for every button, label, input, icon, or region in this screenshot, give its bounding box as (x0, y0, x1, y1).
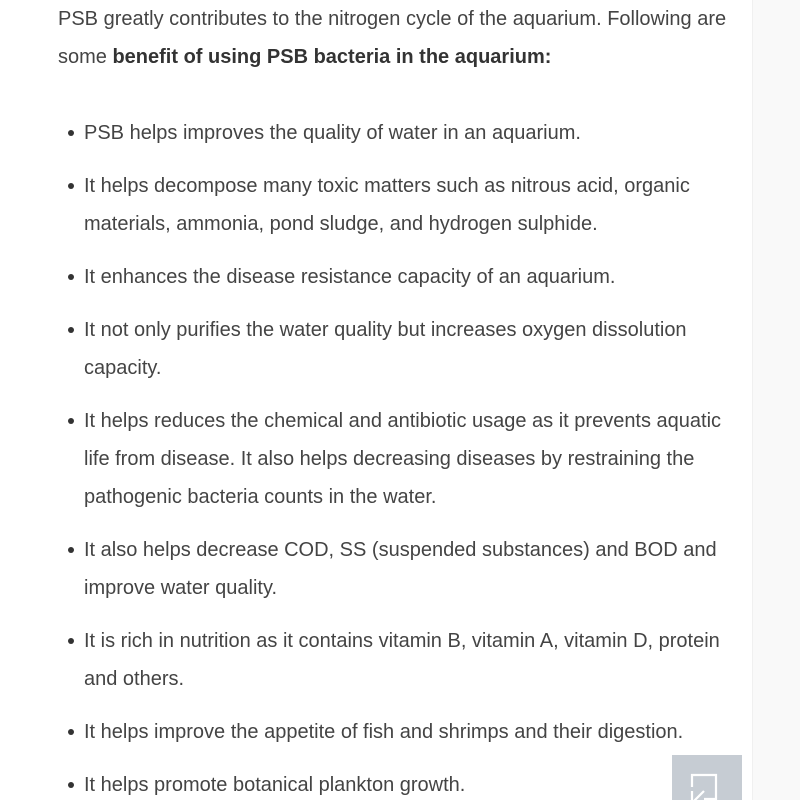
list-item (58, 402, 738, 516)
expand-button[interactable] (672, 755, 742, 800)
list-item-text: It enhances the disease resistance capacity of an aquarium. (84, 266, 616, 288)
intro-paragraph (58, 0, 738, 76)
bullet-icon (68, 327, 74, 333)
bullet-icon (68, 130, 74, 136)
intro-lead-text: PSB greatly contributes to the nitrogen cycle of the aquarium. Following are some (58, 8, 727, 68)
bullet-icon (68, 274, 74, 280)
list-item-text: It helps improve the appetite of fish and shrimps and their digestion. (84, 721, 684, 743)
list-item-text: It helps decompose many toxic matters such as nitrous acid, organic materials, ammonia, pond sludge, and hydrogen sulphide. (84, 175, 690, 235)
bullet-icon (68, 418, 74, 424)
list-item (58, 167, 738, 243)
list-item (58, 622, 738, 698)
list-item (58, 766, 738, 800)
list-item-text: PSB helps improves the quality of water in an aquarium. (84, 122, 581, 144)
list-item (58, 713, 738, 751)
intro-bold-text: benefit of using PSB bacteria in the aquarium: (112, 46, 552, 68)
list-item-text: It is rich in nutrition as it contains vitamin B, vitamin A, vitamin D, protein and others. (84, 630, 720, 690)
bullet-icon (68, 729, 74, 735)
page-side-margin (752, 0, 800, 800)
bullet-icon (68, 782, 74, 788)
benefits-list (58, 114, 738, 800)
bullet-icon (68, 547, 74, 553)
list-item (58, 311, 738, 387)
list-item-text: It not only purifies the water quality but increases oxygen dissolution capacity. (84, 319, 687, 379)
bullet-icon (68, 638, 74, 644)
list-item (58, 114, 738, 152)
article-body (58, 0, 738, 800)
bullet-icon (68, 183, 74, 189)
list-item (58, 258, 738, 296)
list-item (58, 531, 738, 607)
list-item-text: It helps reduces the chemical and antibiotic usage as it prevents aquatic life from disease. It also helps decreasing diseases by restraining the pathogenic bacteria counts in the water. (84, 410, 722, 508)
list-item-text: It helps promote botanical plankton growth. (84, 774, 466, 796)
expand-arrow-icon (690, 773, 730, 800)
list-item-text: It also helps decrease COD, SS (suspended substances) and BOD and improve water quality. (84, 539, 717, 599)
